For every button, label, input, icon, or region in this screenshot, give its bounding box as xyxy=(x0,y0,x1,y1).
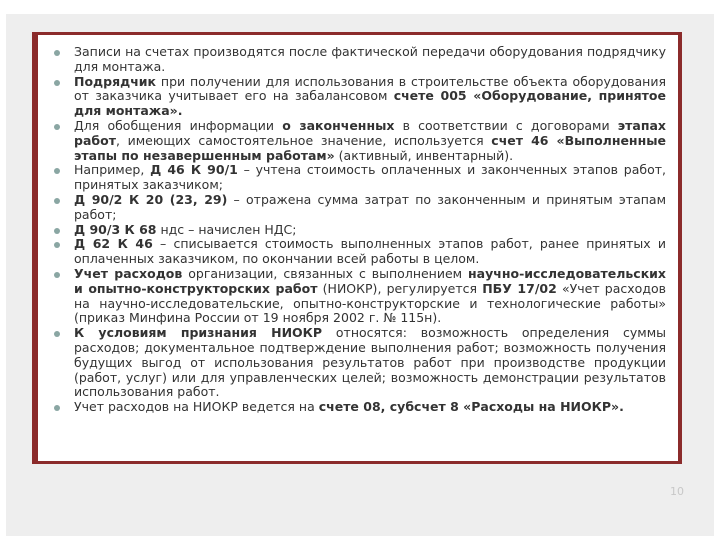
bullet-text: относятся: возможность определения суммы расходов; документальное подтверждение выполнения работ; возможность получения будущих выгод от использования результатов работ при производстве продукции (работ, услуг) или для управленческих целей; возможность демонстрации результатов использования работ. xyxy=(74,325,666,400)
bullet-text: – учтена стоимость оплаченных и законченных этапов работ, принятых заказчиком; xyxy=(74,162,666,193)
bullet-item xyxy=(54,163,666,193)
bullet-text-bold: счете 005 «Оборудование, принятое для монтажа». xyxy=(74,88,666,119)
bullet-text-bold: ПБУ 17/02 xyxy=(482,280,557,296)
bullet-list xyxy=(54,45,666,415)
bullet-text-bold: Подрядчик xyxy=(74,73,157,89)
bullet-dot-icon xyxy=(54,331,60,337)
bullet-text: в соответствии с договорами xyxy=(394,117,618,133)
bullet-text-bold: К условиям признания НИОКР xyxy=(74,325,323,341)
bullet-text-bold: научно-исследовательских и опытно-конструкторских работ xyxy=(74,265,666,296)
bullet-item xyxy=(54,400,666,415)
bullet-text: ндс – начислен НДС; xyxy=(156,221,297,237)
bullet-item xyxy=(54,119,666,163)
bullet-text-bold: Д 62 К 46 xyxy=(74,236,153,252)
bullet-text: организации, связанных с выполнением xyxy=(182,265,469,281)
bullet-dot-icon xyxy=(54,272,60,278)
bullet-item xyxy=(54,223,666,238)
bullet-text-bold: Д 46 К 90/1 xyxy=(150,162,238,178)
bullet-text: (активный, инвентарный). xyxy=(334,147,514,163)
bullet-text: (НИОКР), регулируется xyxy=(317,280,483,296)
bullet-item xyxy=(54,45,666,75)
bullet-text-bold: счете 08, субсчет 8 «Расходы на НИОКР». xyxy=(318,399,624,415)
bullet-item xyxy=(54,267,666,326)
bullet-dot-icon xyxy=(54,80,60,86)
bullet-dot-icon xyxy=(54,405,60,411)
page-number: 10 xyxy=(670,485,684,498)
bullet-item xyxy=(54,237,666,267)
bullet-text-bold: этапах работ xyxy=(74,117,666,148)
bullet-text-bold: Д 90/3 К 68 xyxy=(74,221,157,237)
bullet-dot-icon xyxy=(54,124,60,130)
bullet-text: Учет расходов на НИОКР ведется на xyxy=(74,399,319,415)
bullet-item xyxy=(54,75,666,119)
bullet-text-bold: счет 46 «Выполненные этапы по незавершенным работам» xyxy=(74,132,666,163)
bullet-dot-icon xyxy=(54,242,60,248)
bullet-text: при получении для использования в строительстве объекта оборудования от заказчика учитывает его на забалансовом xyxy=(74,73,666,104)
bullet-text: Записи на счетах производятся после фактической передачи оборудования подрядчику для монтажа. xyxy=(74,44,666,74)
bullet-text: «Учет расходов на научно-исследовательские, опытно-конструкторские и технологические работы» (приказ Минфина России от 19 ноября 2002 г. № 115н). xyxy=(74,280,666,326)
bullet-text: Например, xyxy=(74,162,151,178)
bullet-item xyxy=(54,193,666,223)
bullet-dot-icon xyxy=(54,168,60,174)
bullet-text-bold: о законченных xyxy=(282,117,395,133)
bullet-text-bold: Учет расходов xyxy=(74,265,183,281)
bullet-dot-icon xyxy=(54,50,60,56)
bullet-text: Для обобщения информации xyxy=(74,117,283,133)
content-box xyxy=(32,32,682,464)
bullet-item xyxy=(54,326,666,400)
bullet-dot-icon xyxy=(54,228,60,234)
bullet-text-bold: Д 90/2 К 20 (23, 29) xyxy=(74,191,228,207)
bullet-text: , имеющих самостоятельное значение, используется xyxy=(115,132,492,148)
bullet-text: – списывается стоимость выполненных этапов работ, ранее принятых и оплаченных заказчиком, по окончании всей работы в целом. xyxy=(74,236,666,267)
bullet-dot-icon xyxy=(54,198,60,204)
bullet-text: – отражена сумма затрат по законченным и принятым этапам работ; xyxy=(74,191,666,222)
